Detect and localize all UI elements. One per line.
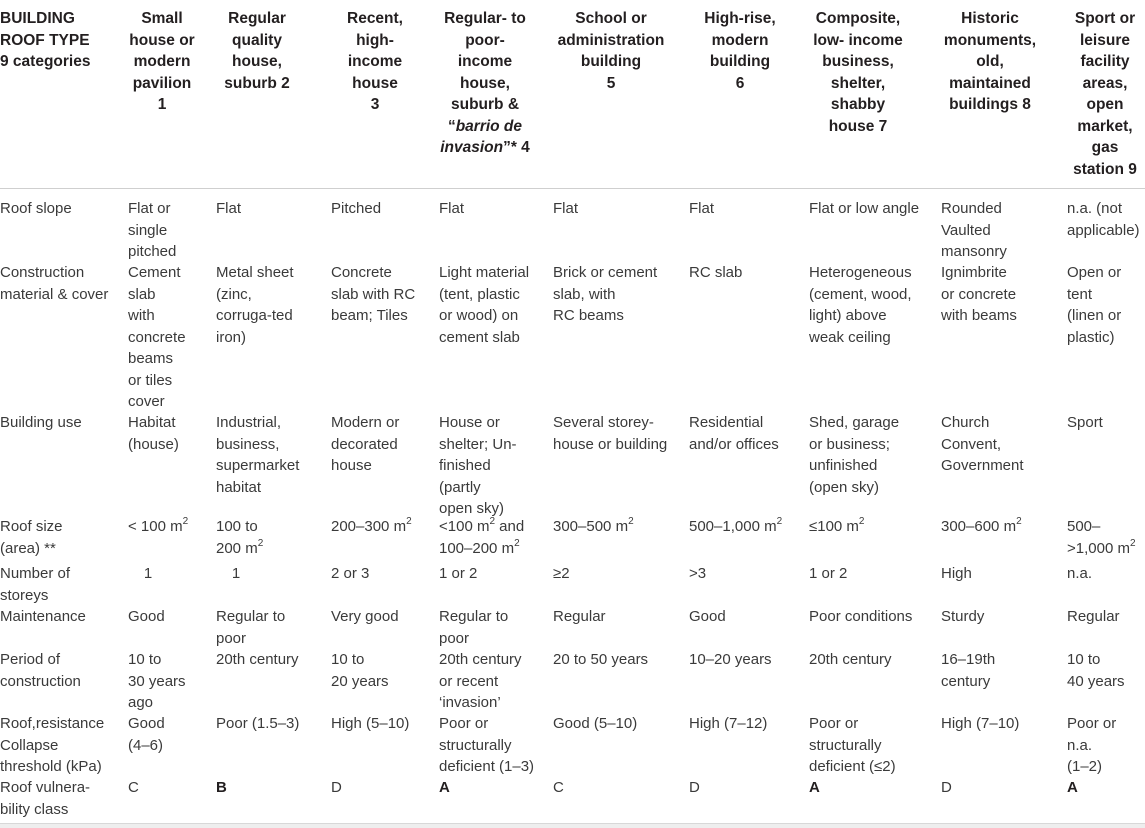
vulnerability-class-bold: A	[1067, 779, 1078, 796]
table-cell: >3	[689, 565, 707, 582]
row-label: Building use	[0, 414, 82, 431]
header-line: maintained	[949, 74, 1031, 92]
header-line: 1	[157, 96, 167, 113]
header-line: modern	[711, 31, 769, 49]
table-cell: House or shelter; Un- finished (partly open sky)	[439, 414, 517, 517]
table-cell: C	[553, 779, 564, 796]
table-row	[0, 516, 1145, 563]
table-cell: Good (5–10)	[553, 715, 638, 732]
header-line: School or	[575, 10, 647, 27]
table-cell: Flat	[439, 200, 465, 217]
header-line: Recent,	[347, 10, 403, 27]
vulnerability-class-bold: B	[216, 779, 227, 796]
table-cell: Modern or decorated house	[331, 414, 400, 474]
header-line: open	[1086, 96, 1124, 113]
header-line: buildings 8	[949, 96, 1031, 113]
header-line: pavilion	[132, 74, 192, 92]
header-line: facility	[1080, 53, 1130, 70]
table-cell: C	[128, 779, 139, 796]
header-line: Sport or	[1074, 10, 1136, 27]
table-cell: Concrete slab with RC beam; Tiles	[331, 264, 416, 324]
header-col-6	[685, 8, 795, 94]
table-cell: Heterogeneous (cement, wood, light) above weak ceiling	[809, 264, 912, 346]
table-cell: Poor (1.5–3)	[216, 715, 300, 732]
table-cell: 300–600 $m^2$	[941, 516, 1022, 535]
table-row	[0, 649, 1145, 713]
table-cell: Poor or structurally deficient (≤2)	[809, 715, 896, 775]
table-bottom-band	[0, 824, 1145, 828]
header-line: shabby	[830, 96, 886, 113]
header-line: suburb 2	[224, 74, 290, 92]
table-row	[0, 262, 1145, 412]
vulnerability-class-bold: A	[809, 779, 820, 796]
table-cell: Flat	[216, 200, 242, 217]
table-cell: 500–1,000 $m^2$	[689, 516, 783, 535]
table-cell: 16–19th century	[941, 651, 996, 690]
header-line: old,	[976, 53, 1004, 70]
table-cell: Brick or cement slab, with RC beams	[553, 264, 658, 324]
table-cell: 20 to 50 years	[553, 651, 649, 668]
table-cell: 2 or 3	[331, 565, 370, 582]
table-cell	[439, 777, 537, 799]
row-label: Roof slope	[0, 200, 72, 217]
table-cell: Regular to poor	[216, 608, 286, 647]
header-line: house 7	[828, 117, 888, 135]
table-cell: Shed, garage or business; unfinished (open sky)	[809, 414, 900, 496]
table-cell: Flat	[553, 200, 579, 217]
row-label: Maintenance	[0, 608, 86, 625]
table-cell: 10 to 20 years	[331, 651, 389, 690]
table-cell: < 100 $m^2$	[128, 516, 189, 535]
header-category-label	[0, 8, 115, 73]
header-line: BUILDING	[0, 10, 75, 27]
row-label: Roof size (area) **	[0, 518, 63, 557]
header-line: modern	[133, 53, 191, 70]
table-cell	[216, 777, 316, 799]
header-col-2	[207, 8, 307, 94]
header-line: house,	[232, 53, 282, 70]
table-cell	[1067, 777, 1145, 799]
header-line: Composite,	[815, 10, 901, 27]
header-line: quality	[232, 31, 282, 49]
table-row	[0, 713, 1145, 777]
table-cell: 200–300 $m^2$	[331, 516, 412, 535]
table-cell: Good	[128, 608, 165, 625]
table-cell: 20th century or recent ‘invasion’	[439, 651, 522, 711]
header-col-7	[798, 8, 918, 137]
header-line: house	[352, 74, 398, 92]
header-line: monuments,	[943, 31, 1037, 49]
table-cell: High (7–10)	[941, 715, 1020, 732]
table-cell: D	[331, 779, 342, 796]
table-cell: 20th century	[216, 651, 299, 668]
table-cell: RC slab	[689, 264, 743, 281]
header-line: “barrio de	[447, 117, 523, 135]
table-row	[0, 777, 1145, 823]
table-cell: Ignimbrite or concrete with beams	[941, 264, 1017, 324]
header-line: suburb &	[450, 96, 520, 113]
table-cell: D	[941, 779, 952, 796]
table-row	[0, 412, 1145, 516]
table-cell: Rounded Vaulted mansonry	[941, 200, 1007, 260]
table-cell: Poor or structurally deficient (1–3)	[439, 715, 535, 775]
table-cell: n.a.	[1067, 565, 1093, 582]
table-row	[0, 563, 1145, 606]
table-cell: Regular to poor	[439, 608, 509, 647]
table-cell: High (5–10)	[331, 715, 410, 732]
table-cell: High (7–12)	[689, 715, 768, 732]
table-cell	[809, 777, 925, 799]
table-cell: <100 $m^2$ and 100–200 $m^2$	[439, 516, 525, 557]
table-cell: Several storey- house or building	[553, 414, 668, 453]
table-cell: Sturdy	[941, 608, 985, 625]
table-cell: 100 to 200 $m^2$	[216, 518, 264, 557]
header-line: leisure	[1080, 31, 1130, 49]
table-cell: 300–500 $m^2$	[553, 516, 634, 535]
table-cell: Cement slab with concrete beams or tiles cover	[128, 264, 186, 410]
header-col-3	[330, 8, 420, 116]
table-row	[0, 606, 1145, 649]
table-cell: ≥2	[553, 565, 570, 582]
table-cell: Flat	[689, 200, 715, 217]
header-line: house or	[129, 31, 195, 49]
header-col-4	[428, 8, 543, 159]
header-line: high-	[356, 31, 394, 49]
header-line: Regular- to	[444, 10, 526, 27]
table-cell: Poor or n.a. (1–2)	[1067, 715, 1117, 775]
header-line: administration	[557, 31, 665, 49]
table-cell: Regular	[553, 608, 606, 625]
header-line: areas,	[1082, 74, 1128, 92]
header-line: High-rise,	[704, 10, 776, 27]
header-line: invasion”* 4	[440, 139, 530, 156]
header-line: low- income	[813, 31, 903, 49]
table-cell: D	[689, 779, 700, 796]
table-cell: 10–20 years	[689, 651, 772, 668]
table-cell: Flat or low angle	[809, 200, 920, 217]
row-label: Roof,resistance Collapse threshold (kPa)	[0, 715, 105, 775]
row-label: Number of storeys	[0, 565, 71, 604]
header-col-8	[930, 8, 1050, 116]
table-cell: Regular	[1067, 608, 1120, 625]
table-cell: High	[941, 565, 972, 582]
table-cell: 1	[231, 565, 241, 582]
header-line: gas	[1091, 139, 1119, 156]
header-line: market,	[1077, 117, 1133, 135]
header-line: business,	[822, 53, 894, 70]
header-line: station 9	[1073, 160, 1137, 178]
header-col-9	[1065, 8, 1145, 180]
header-line: house,	[460, 74, 510, 92]
table-cell: Good	[689, 608, 726, 625]
table-header-row	[0, 0, 1145, 189]
table-cell: Flat or single pitched	[128, 200, 177, 260]
table-cell: Light material (tent, plastic or wood) on cement slab	[439, 264, 530, 346]
table-cell: Good (4–6)	[128, 715, 165, 754]
table-row	[0, 198, 1145, 262]
header-line: Regular	[228, 10, 286, 27]
header-line: 3	[370, 96, 380, 113]
table-cell: Poor conditions	[809, 608, 913, 625]
header-col-1	[117, 8, 207, 116]
table-cell: 1 or 2	[439, 565, 478, 582]
row-label: Roof vulnera- bility class	[0, 779, 91, 818]
table-cell: 1	[143, 565, 153, 582]
table-cell: Residential and/or offices	[689, 414, 779, 453]
header-line: Small	[141, 10, 183, 27]
header-line: income	[347, 53, 403, 70]
row-label: Period of construction	[0, 651, 81, 690]
header-line: 5	[606, 74, 616, 92]
table-cell: Very good	[331, 608, 399, 625]
header-line: shelter,	[830, 74, 886, 92]
table-cell: 1 or 2	[809, 565, 848, 582]
row-label: Construction material & cover	[0, 264, 109, 303]
table-cell: 500– >1,000 $m^2$	[1067, 518, 1136, 557]
header-line: building	[580, 53, 642, 70]
table-cell: ≤100 $m^2$	[809, 516, 865, 535]
vulnerability-class-bold: A	[439, 779, 450, 796]
table-cell: Industrial, business, supermarket habitat	[216, 414, 300, 496]
table-cell: Pitched	[331, 200, 382, 217]
table-cell: Habitat (house)	[128, 414, 179, 453]
table-cell: Open or tent (linen or plastic)	[1067, 264, 1122, 346]
header-line: building	[709, 53, 771, 70]
header-line: ROOF TYPE	[0, 31, 90, 49]
table-cell: Church Convent, Government	[941, 414, 1024, 474]
header-line: poor-	[465, 31, 505, 49]
table-cell: 10 to 40 years	[1067, 651, 1125, 690]
header-line: income	[457, 53, 513, 70]
header-line: Historic	[961, 10, 1019, 27]
table-cell: n.a. (not applicable)	[1067, 200, 1140, 239]
table-cell: 10 to 30 years ago	[128, 651, 186, 711]
table-cell: Metal sheet (zinc, corruga-ted iron)	[216, 264, 294, 346]
table-cell: Sport	[1067, 414, 1103, 431]
table-cell: 20th century	[809, 651, 892, 668]
header-col-5	[549, 8, 674, 94]
header-line: 6	[735, 74, 745, 92]
header-line: 9 categories	[0, 53, 91, 70]
